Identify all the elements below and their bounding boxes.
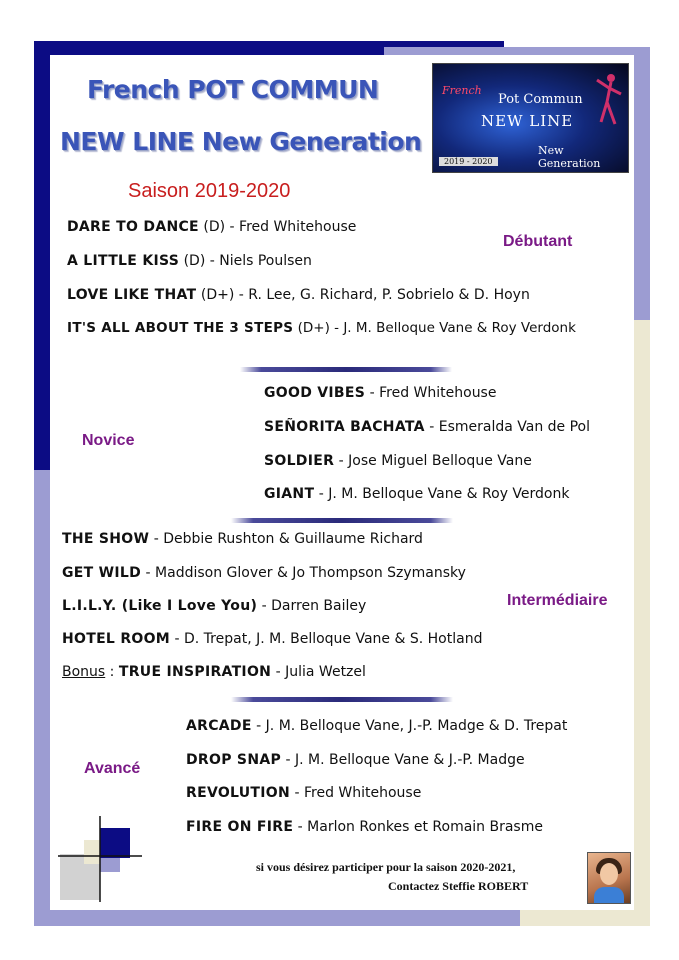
bonus-label: Bonus — [62, 664, 106, 680]
dance-title: FIRE ON FIRE — [186, 819, 294, 835]
dance-title: TRUE INSPIRATION — [118, 664, 272, 680]
separator — [240, 367, 452, 372]
dance-line — [264, 419, 590, 435]
dance-line — [186, 785, 421, 801]
choreographer: - J. M. Belloque Vane & Roy Verdonk — [329, 320, 576, 336]
dance-line — [62, 531, 423, 547]
choreographer: - Niels Poulsen — [205, 253, 312, 269]
dance-title: DROP SNAP — [186, 752, 282, 768]
dance-title: THE SHOW — [62, 531, 150, 547]
title-line-1: French POT COMMUN — [87, 75, 379, 104]
dance-title: GOOD VIBES — [264, 385, 366, 401]
dance-line — [264, 385, 496, 401]
dance-title: IT'S ALL ABOUT THE 3 STEPS — [67, 320, 294, 336]
dance-line — [186, 718, 567, 734]
bonus-separator: : — [105, 664, 119, 680]
dance-line — [62, 565, 466, 581]
dance-title: HOTEL ROOM — [62, 631, 171, 647]
logo-new-generation-text: New Generation — [538, 144, 601, 170]
dance-level: (D+) — [196, 287, 235, 303]
dance-line — [186, 752, 525, 768]
choreographer: - Darren Bailey — [257, 598, 367, 614]
choreographer: - Fred Whitehouse — [365, 385, 497, 401]
choreographer: - Fred Whitehouse — [225, 219, 357, 235]
choreographer: - J. M. Belloque Vane & Roy Verdonk — [314, 486, 570, 502]
dance-line — [62, 631, 482, 647]
bonus-line — [62, 664, 366, 680]
choreographer: - Fred Whitehouse — [290, 785, 422, 801]
separator — [231, 518, 453, 523]
dance-title: SOLDIER — [264, 453, 335, 469]
separator — [231, 697, 453, 702]
dance-line — [264, 486, 569, 502]
dance-title: SEÑORITA BACHATA — [264, 419, 425, 435]
contact-line-1: si vous désirez participer pour la saison 2020-2021, — [256, 860, 516, 874]
logo-french-text: French — [442, 84, 482, 97]
dance-level: (D) — [198, 219, 226, 235]
choreographer: - Julia Wetzel — [271, 664, 366, 680]
dance-line — [264, 453, 532, 469]
choreographer: - Esmeralda Van de Pol — [424, 419, 591, 435]
contact-photo-avatar — [587, 852, 631, 904]
dance-line — [67, 287, 530, 303]
choreographer: - Debbie Rushton & Guillaume Richard — [149, 531, 423, 547]
dance-title: DARE TO DANCE — [67, 219, 199, 235]
dance-title: GET WILD — [62, 565, 142, 581]
choreographer: - R. Lee, G. Richard, P. Sobrielo & D. Hoyn — [234, 287, 530, 303]
choreographer: - D. Trepat, J. M. Belloque Vane & S. Hotland — [170, 631, 483, 647]
dance-line — [67, 320, 576, 336]
dance-title: LOVE LIKE THAT — [67, 287, 197, 303]
category-avance: Avancé — [84, 760, 141, 777]
dance-line — [67, 253, 312, 269]
new-line-logo — [432, 63, 629, 173]
dance-title: A LITTLE KISS — [67, 253, 180, 269]
logo-years-text: 2019 - 2020 — [439, 157, 498, 166]
dance-title: L.I.L.Y. (Like I Love You) — [62, 598, 258, 614]
logo-new-line-text: NEW LINE — [481, 112, 574, 130]
choreographer: - Jose Miguel Belloque Vane — [334, 453, 532, 469]
category-intermediaire: Intermédiaire — [507, 592, 608, 609]
dance-title: ARCADE — [186, 718, 252, 734]
decorative-squares-icon — [58, 816, 142, 902]
dance-title: REVOLUTION — [186, 785, 291, 801]
category-novice: Novice — [82, 432, 135, 449]
dance-line — [67, 219, 356, 235]
dance-line — [62, 598, 366, 614]
season-label: Saison 2019-2020 — [128, 180, 291, 202]
dance-title: GIANT — [264, 486, 315, 502]
choreographer: - Marlon Ronkes et Romain Brasme — [293, 819, 543, 835]
dance-level: (D+) — [293, 320, 330, 336]
logo-pot-commun-text: Pot Commun — [498, 92, 583, 107]
choreographer: - Maddison Glover & Jo Thompson Szymansky — [141, 565, 466, 581]
title-line-2: NEW LINE New Generation — [60, 127, 422, 156]
category-debutant: Débutant — [503, 233, 573, 250]
dance-line — [186, 819, 543, 835]
contact-line-2: Contactez Steffie ROBERT — [388, 879, 529, 893]
dance-level: (D) — [179, 253, 206, 269]
dancer-ribbon-icon — [593, 72, 623, 132]
choreographer: - J. M. Belloque Vane, J.-P. Madge & D. Trepat — [251, 718, 568, 734]
choreographer: - J. M. Belloque Vane & J.-P. Madge — [281, 752, 525, 768]
